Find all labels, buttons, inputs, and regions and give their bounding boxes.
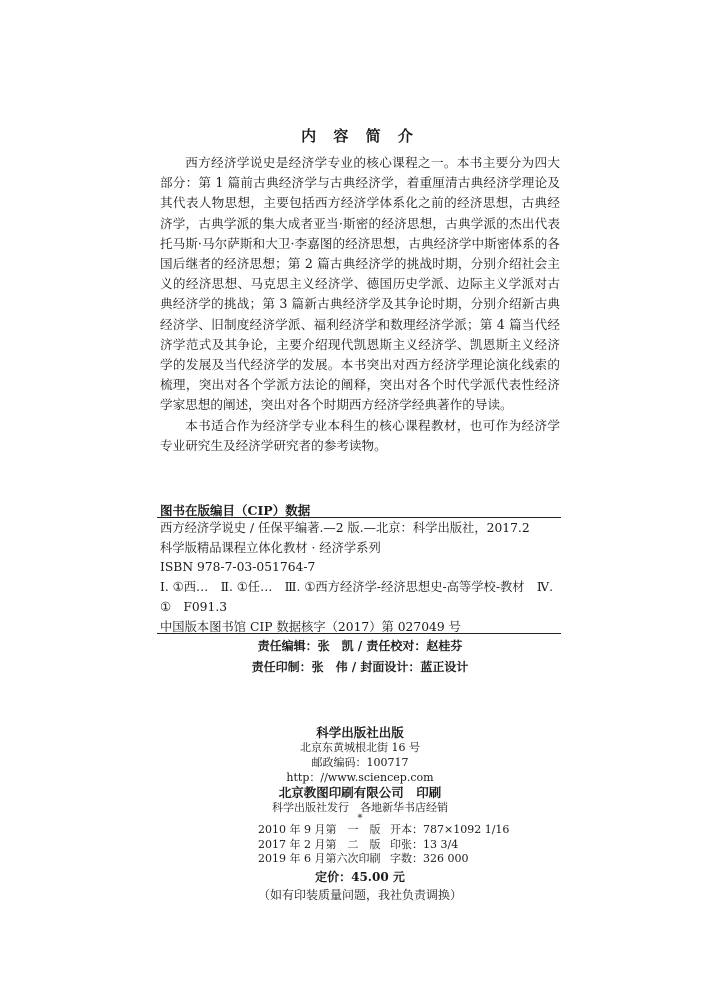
cip-line-classification: Ⅰ. ①西… Ⅱ. ①任… Ⅲ. ①西方经济学-经济思想史-高等学校-教材 Ⅳ. ① F091.3 (160, 580, 554, 614)
printer-name: 北京教图印刷有限公司 印刷 (278, 785, 442, 800)
cip-top-rule (157, 517, 561, 518)
cip-line-title: 西方经济学说史 / 任保平编著.—2 版.—北京：科学出版社，2017.2 (160, 521, 530, 535)
summary-title: 内 容 简 介 (301, 127, 419, 145)
distribution-line: 科学出版社发行 各地新华书店经销 (272, 801, 448, 814)
editors-block (0, 636, 720, 678)
summary-paragraph-2: 本书适合作为经济学专业本科生的核心课程教材，也可作为经济学专业研究生及经济学研究者的参考读物。 (160, 417, 560, 453)
separator-star: * (357, 813, 363, 824)
edition-date: 2010 年 9 月第 一 版 (258, 823, 381, 836)
edition-date: 2017 年 2 月第 二 版 (258, 837, 381, 851)
editors-line-1: 责任编辑：张 凯 / 责任校对：赵桂芬 (257, 639, 463, 653)
price: 定价：45.00 元 (315, 870, 405, 884)
publisher-postcode: 邮政编码：100717 (311, 756, 409, 769)
edition-row (258, 823, 509, 838)
publisher-block (0, 725, 720, 823)
publisher-name: 科学出版社出版 (316, 725, 404, 740)
editors-line-2: 责任印制：张 伟 / 封面设计：蓝正设计 (251, 660, 469, 674)
cip-line-number: 中国版本图书馆 CIP 数据核字（2017）第 027049 号 (160, 619, 461, 634)
cip-line-isbn: ISBN 978-7-03-051764-7 (160, 560, 316, 575)
edition-row (258, 852, 509, 867)
publisher-address: 北京东黄城根北街 16 号 (300, 741, 420, 754)
edition-date: 2019 年 6 月第六次印刷 (258, 852, 381, 865)
cip-heading: 图书在版编目（CIP）数据 (160, 503, 311, 518)
edition-row (258, 838, 509, 853)
publisher-url: http：//www.sciencep.com (286, 771, 434, 784)
summary-paragraph-1: 西方经济学说史是经济学专业的核心课程之一。本书主要分为四大部分：第 1 篇前古典经济学与古典经济学，着重厘清古典经济学理论及其代表人物思想，主要包括西方经济学体系化之前的经济思想，古典经济学，古典学派的集大成者亚当·斯密的经济思想，古典学派的杰出代表托马斯·马尔萨斯和大卫·李嘉图的经济思想，古典经济学中斯密体系的各国后继者的经济思想；第 2 篇古典经济学的挑战时期，分别介绍社会主义的经济思想、马克思主义经济学、德国历史学派、边际主义学派对古典经济学的挑战；第 3 篇新古典经济学及其争论时期，分别介绍新古典经济学、旧制度经济学派、福利经济学和数理经济学派；第 4 篇当代经济学范式及其争论，主要介绍现代凯恩斯主义经济学、凯恩斯主义经济学的发展及当代经济学的发展。本书突出对西方经济学理论演化线索的梳理，突出对各个学派方法论的阐释，突出对各个时代学派代表性经济学家思想的阐述，突出对各个时期西方经济学经典著作的导读。 (160, 155, 560, 413)
edition-spec: 印张：13 3/4 (390, 837, 459, 851)
edition-spec: 开本：787×1092 1/16 (390, 823, 510, 836)
cip-bottom-rule (157, 633, 561, 634)
cip-block (160, 519, 560, 637)
edition-spec: 字数：326 000 (390, 852, 469, 865)
quality-notice: （如有印装质量问题，我社负责调换） (257, 888, 462, 902)
edition-block (258, 823, 509, 867)
cip-line-series: 科学版精品课程立体化教材 · 经济学系列 (160, 540, 381, 555)
summary-text (160, 153, 560, 456)
